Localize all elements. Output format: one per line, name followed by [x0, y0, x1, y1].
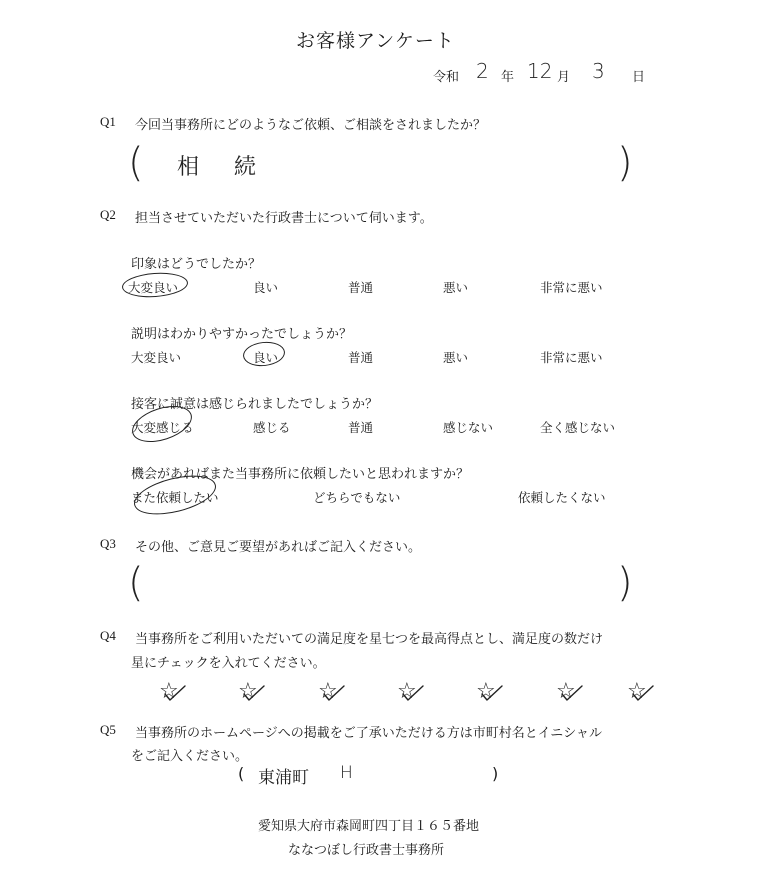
- q5-open-paren: (: [238, 764, 245, 783]
- q4-number: Q4: [100, 628, 116, 643]
- q2-sub3-option-3[interactable]: 普通: [348, 420, 374, 435]
- q1-number: Q1: [100, 114, 116, 129]
- q2-sub2-option-1[interactable]: 大変良い: [131, 350, 182, 365]
- date-month-label: 月: [557, 70, 571, 85]
- star-4-icon[interactable]: ☆: [397, 679, 417, 704]
- date-month-value: 12: [527, 59, 553, 83]
- q2-number: Q2: [100, 207, 116, 222]
- star-3-icon[interactable]: ☆: [318, 679, 338, 704]
- q1-open-paren: (: [128, 140, 144, 186]
- footer-office-name: ななつぼし行政書士事務所: [288, 843, 445, 858]
- star-1-checkmark: [165, 686, 185, 700]
- date-day-label: 日: [632, 70, 646, 85]
- date-era-label: 令和: [433, 70, 460, 85]
- q2-sub2-option-5[interactable]: 非常に悪い: [540, 350, 603, 365]
- q2-sub3-option-4[interactable]: 感じない: [443, 420, 494, 435]
- q1-question: 今回当事務所にどのようなご依頼、ご相談をされましたか？: [135, 118, 487, 133]
- q4-question-line2: 星にチェックを入れてください。: [131, 656, 326, 671]
- star-7-checkmark: [633, 686, 653, 700]
- q5-question-line1: 当事務所のホームページへの掲載をご了承いただける方は市町村名とイニシャル: [135, 726, 602, 741]
- q5-close-paren: ): [492, 764, 499, 783]
- q2-question: 担当させていただいた行政書士について伺います。: [135, 211, 433, 226]
- date-year-value: 2: [476, 59, 489, 83]
- date-day-value: 3: [592, 59, 605, 83]
- q2-sub4-option-3[interactable]: 依頼したくない: [518, 490, 606, 505]
- q2-sub2-option-4[interactable]: 悪い: [443, 350, 469, 365]
- star-1-icon[interactable]: ☆: [159, 679, 179, 704]
- star-7-icon[interactable]: ☆: [627, 679, 647, 704]
- q2-sub1-option-3[interactable]: 普通: [348, 280, 374, 295]
- q3-open-paren: (: [128, 560, 144, 606]
- star-2-checkmark: [244, 686, 264, 700]
- q5-number: Q5: [100, 722, 116, 737]
- star-5-icon[interactable]: ☆: [476, 679, 496, 704]
- star-5-checkmark: [482, 686, 502, 700]
- q4-question-line1: 当事務所をご利用いただいての満足度を星七つを最高得点とし、満足度の数だけ: [135, 632, 604, 647]
- q5-question-line2: をご記入ください。: [131, 749, 249, 764]
- q2-sub3-option-1[interactable]: 大変感じる: [131, 420, 194, 435]
- q2-sub4-question: 機会があればまた当事務所に依頼したいと思われますか？: [131, 467, 470, 482]
- star-6-icon[interactable]: ☆: [556, 679, 576, 704]
- q2-sub1-option-4[interactable]: 悪い: [443, 280, 469, 295]
- q2-sub1-question: 印象はどうでしたか？: [131, 257, 262, 272]
- q3-close-paren: ): [617, 560, 633, 606]
- q3-number: Q3: [100, 536, 116, 551]
- q2-sub3-option-2[interactable]: 感じる: [253, 420, 291, 435]
- date-year-label: 年: [501, 70, 515, 85]
- page-title: お客様アンケート: [296, 30, 455, 52]
- q5-answer-initial[interactable]: H: [340, 763, 353, 783]
- q2-sub1-option-1[interactable]: 大変良い: [128, 280, 179, 295]
- q2-sub2-question: 説明はわかりやすかったでしょうか？: [131, 327, 353, 342]
- star-3-checkmark: [324, 686, 344, 700]
- q5-answer-city[interactable]: 東浦町: [258, 768, 309, 788]
- q3-question: その他、ご意見ご要望があればご記入ください。: [135, 540, 422, 555]
- q2-sub2-option-3[interactable]: 普通: [348, 350, 374, 365]
- q2-sub4-option-1[interactable]: また依頼したい: [131, 490, 219, 505]
- q2-sub3-option-5[interactable]: 全く感じない: [540, 420, 616, 435]
- q2-sub4-option-2[interactable]: どちらでもない: [313, 490, 401, 505]
- footer-address: 愛知県大府市森岡町四丁目１６５番地: [258, 819, 480, 834]
- star-4-checkmark: [403, 686, 423, 700]
- q2-sub1-option-2[interactable]: 良い: [253, 280, 279, 295]
- star-2-icon[interactable]: ☆: [238, 679, 258, 704]
- q1-close-paren: ): [617, 140, 633, 186]
- q1-answer[interactable]: 相 続: [177, 155, 270, 180]
- star-6-checkmark: [562, 686, 582, 700]
- q2-sub2-option-2[interactable]: 良い: [253, 350, 279, 365]
- q2-sub1-option-5[interactable]: 非常に悪い: [540, 280, 603, 295]
- q2-sub3-question: 接客に誠意は感じられましたでしょうか？: [131, 397, 379, 412]
